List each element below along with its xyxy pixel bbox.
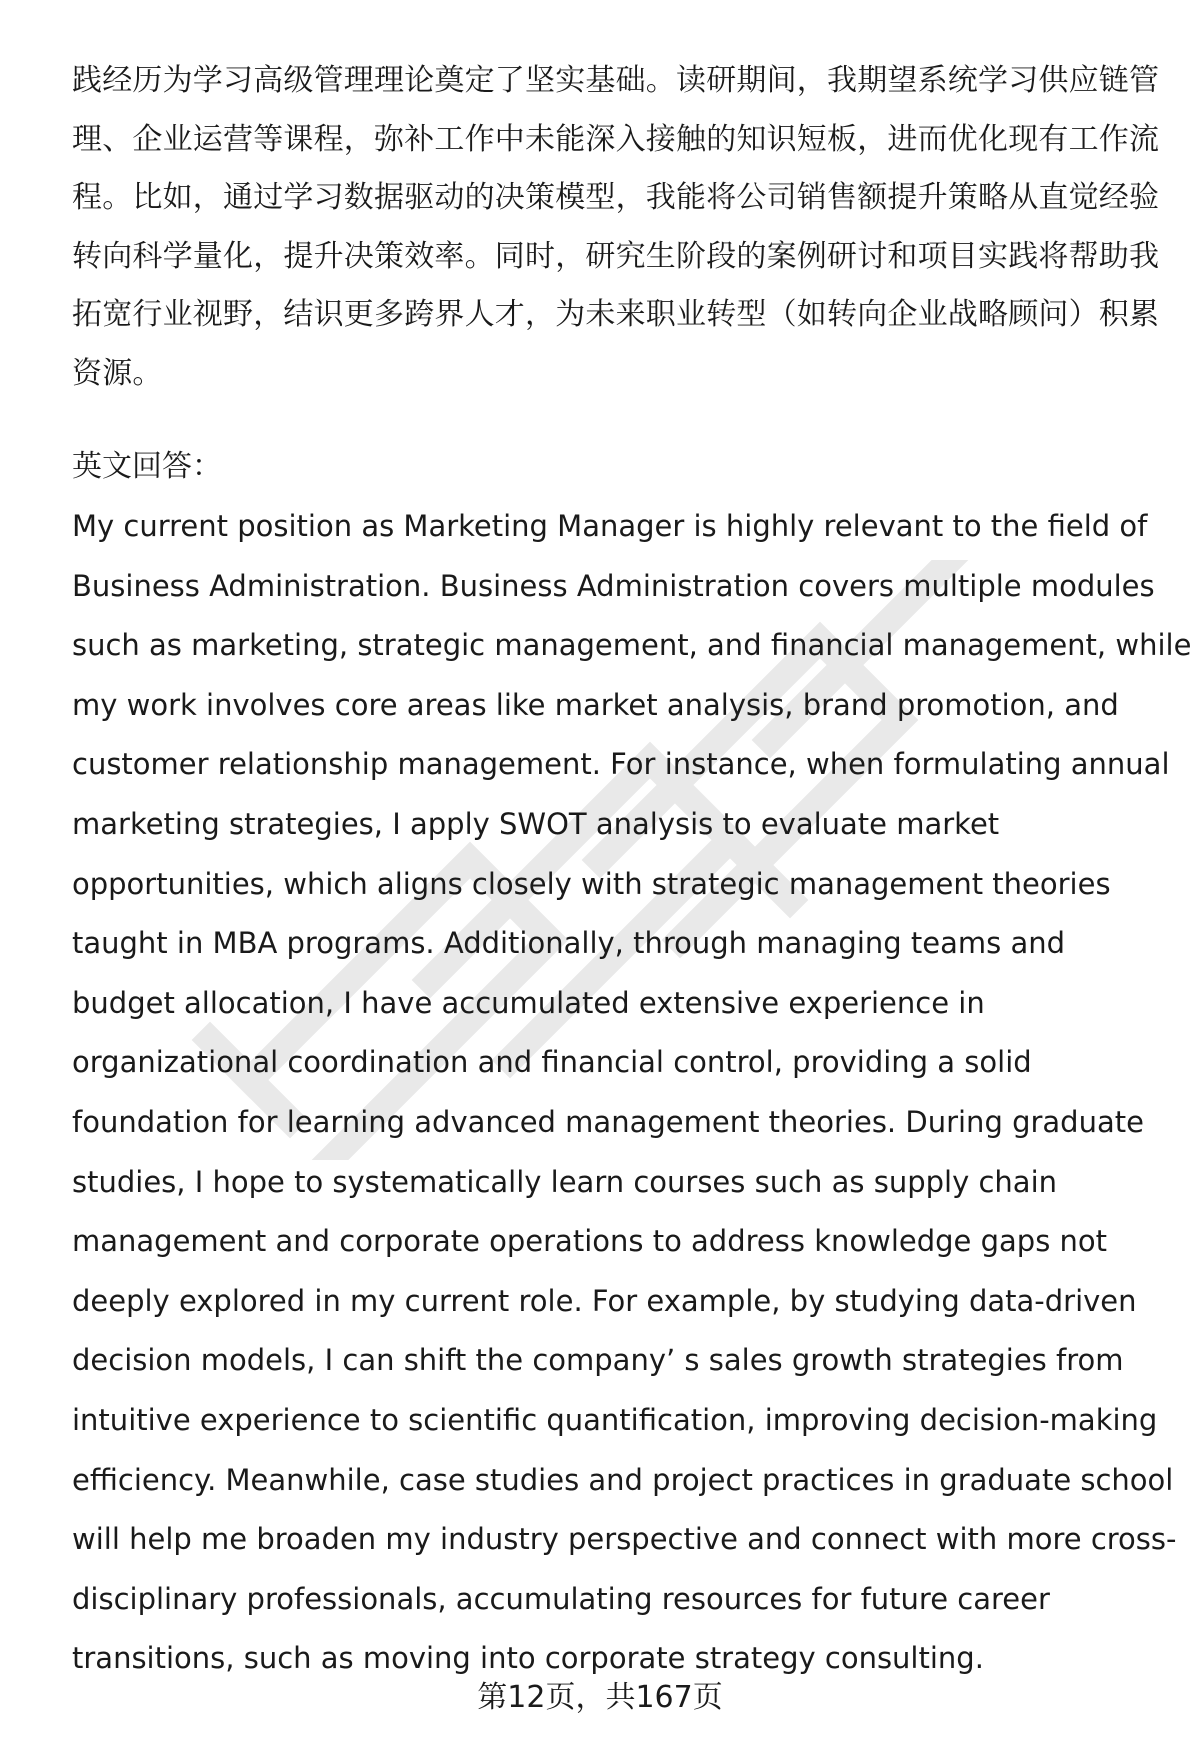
english-line: customer relationship management. For instance, when formulating annual (72, 747, 1170, 782)
english-line: disciplinary professionals, accumulating resources for future career (72, 1581, 1050, 1616)
english-line: management and corporate operations to address knowledge gaps not (72, 1224, 1108, 1259)
english-paragraph (72, 497, 1192, 1689)
english-line: organizational coordination and financial control, providing a solid (72, 1045, 1032, 1080)
english-line: efficiency. Meanwhile, case studies and project practices in graduate school (72, 1462, 1174, 1497)
english-line: deeply explored in my current role. For example, by studying data-driven (72, 1283, 1137, 1318)
chinese-paragraph (72, 52, 1160, 403)
chinese-line: 理、企业运营等课程，弥补工作中未能深入接触的知识短板，进而优化现有工作流 (72, 121, 1160, 157)
chinese-line: 资源。 (72, 355, 163, 391)
english-answer-label: 英文回答： (72, 449, 222, 484)
english-line: such as marketing, strategic management, and financial management, while (72, 628, 1192, 663)
english-line: foundation for learning advanced management theories. During graduate (72, 1104, 1144, 1139)
english-line: transitions, such as moving into corporate strategy consulting. (72, 1641, 984, 1676)
english-line: marketing strategies, I apply SWOT analysis to evaluate market (72, 806, 1000, 841)
english-line: opportunities, which aligns closely with strategic management theories (72, 866, 1111, 901)
english-line: budget allocation, I have accumulated extensive experience in (72, 985, 985, 1020)
chinese-line: 程。比如，通过学习数据驱动的决策模型，我能将公司销售额提升策略从直觉经验 (72, 180, 1160, 215)
english-line: will help me broaden my industry perspective and connect with more cross- (72, 1522, 1177, 1557)
english-line: My current position as Marketing Manager is highly relevant to the field of (72, 509, 1148, 543)
english-line: Business Administration. Business Administration covers multiple modules (72, 568, 1155, 603)
english-line: decision models, I can shift the company’ s sales growth strategies from (72, 1343, 1124, 1378)
english-line: studies, I hope to systematically learn courses such as supply chain (72, 1164, 1058, 1199)
chinese-line: 践经历为学习高级管理理论奠定了坚实基础。读研期间，我期望系统学习供应链管 (72, 63, 1160, 98)
english-line: my work involves core areas like market analysis, brand promotion, and (72, 687, 1119, 722)
chinese-line: 转向科学量化，提升决策效率。同时，研究生阶段的案例研讨和项目实践将帮助我 (72, 238, 1160, 274)
chinese-line: 拓宽行业视野，结识更多跨界人才，为未来职业转型（如转向企业战略顾问）积累 (72, 297, 1160, 332)
english-line: taught in MBA programs. Additionally, through managing teams and (72, 926, 1066, 961)
page-number-footer: 第12页，共167页 (477, 1680, 723, 1715)
english-line: intuitive experience to scientific quantification, improving decision-making (72, 1402, 1158, 1437)
